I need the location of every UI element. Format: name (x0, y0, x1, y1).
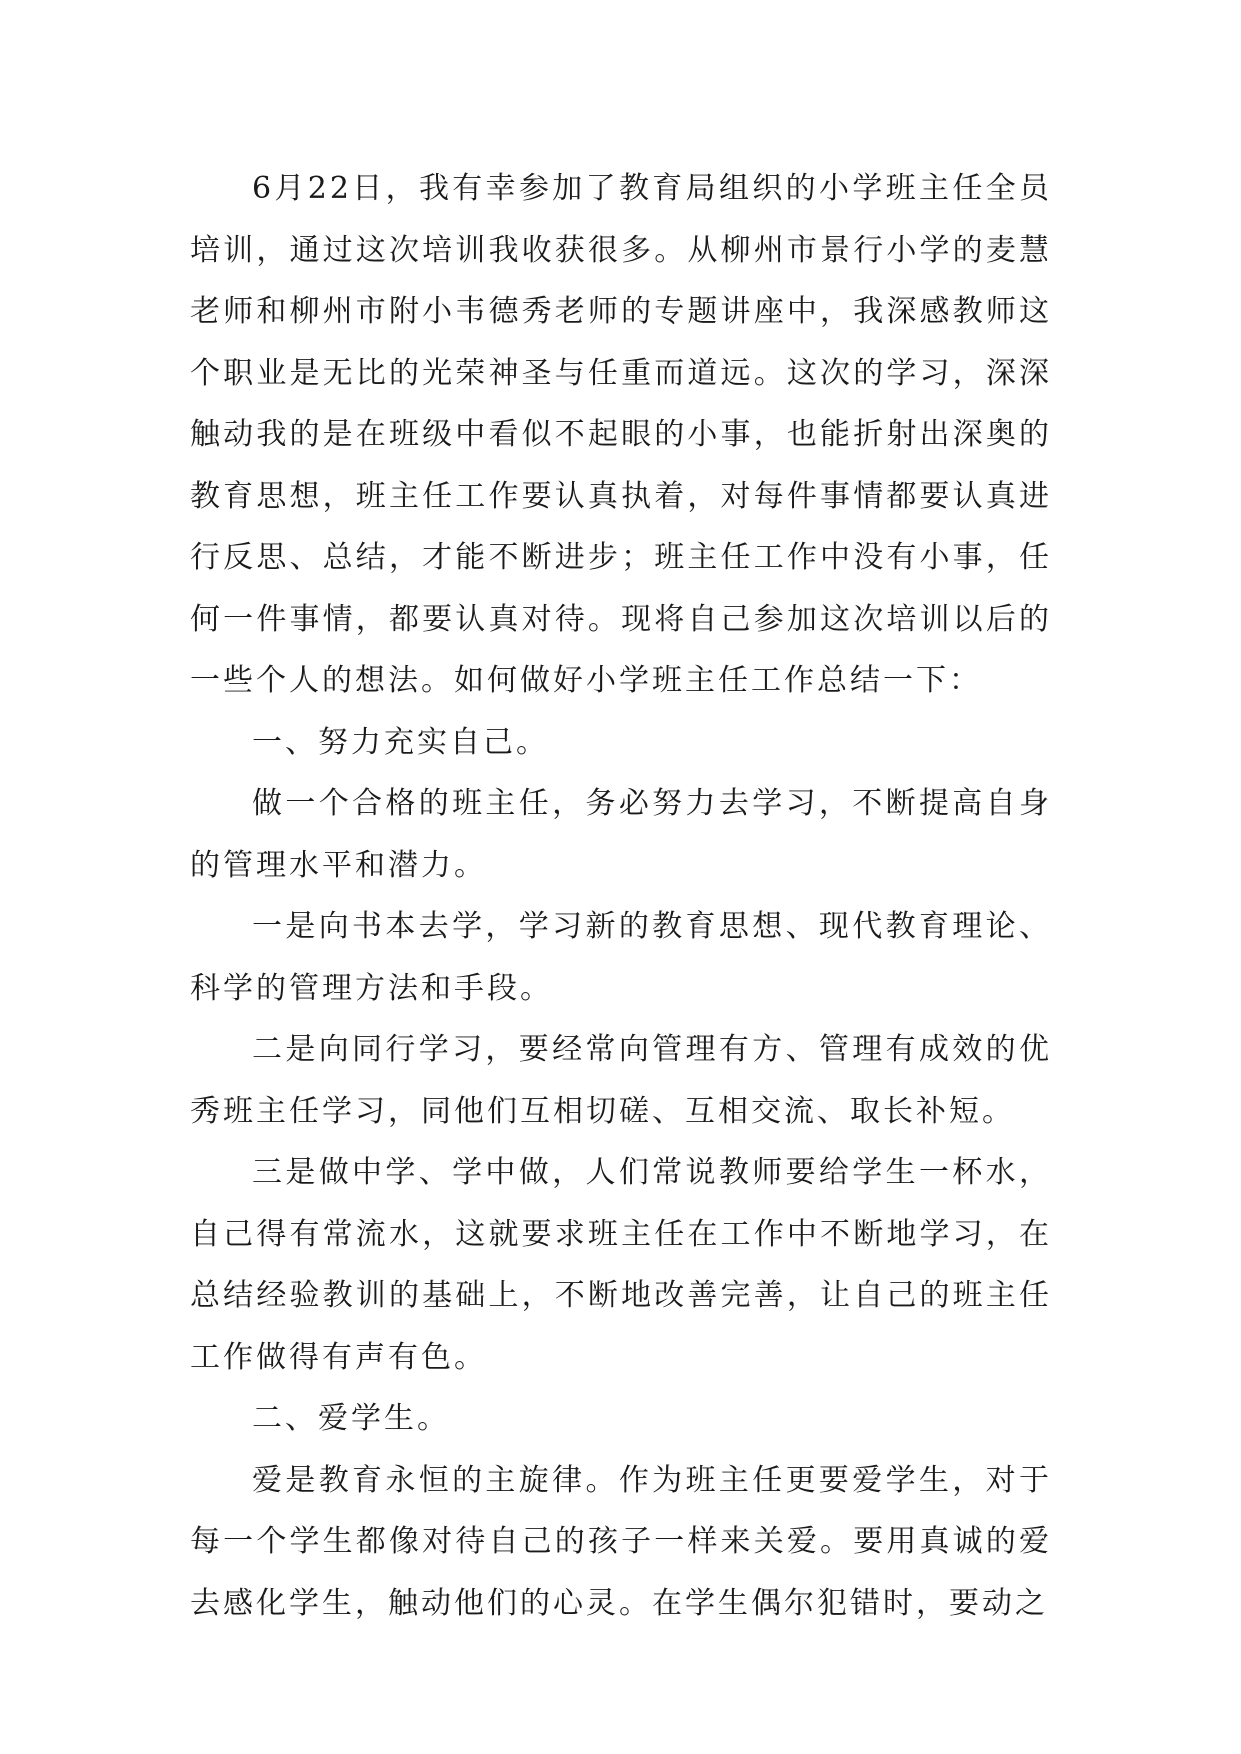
paragraph-intro: 6月22日，我有幸参加了教育局组织的小学班主任全员培训，通过这次培训我收获很多。从柳州市景行小学的麦慧老师和柳州市附小韦德秀老师的专题讲座中，我深感教师这个职业是无比的光荣神圣与任重而道远。这次的学习，深深触动我的是在班级中看似不起眼的小事，也能折射出深奥的教育思想，班主任工作要认真执着，对每件事情都要认真进行反思、总结，才能不断进步；班主任工作中没有小事，任何一件事情，都要认真对待。现将自己参加这次培训以后的一些个人的想法。如何做好小学班主任工作总结一下： (190, 171, 1052, 698)
paragraph: 爱是教育永恒的主旋律。作为班主任更要爱学生，对于每一个学生都像对待自己的孩子一样来关爱。要用真诚的爱去感化学生，触动他们的心灵。在学生偶尔犯错时，要动之 (190, 1462, 1052, 1621)
section-heading-1: 一、努力充实自己。 (252, 724, 549, 760)
section-heading-2: 二、爱学生。 (252, 1401, 450, 1436)
paragraph: 三是做中学、学中做，人们常说教师要给学生一杯水，自己得有常流水，这就要求班主任在工作中不断地学习，在总结经验教训的基础上，不断地改善完善，让自己的班主任工作做得有声有色。 (190, 1155, 1052, 1375)
paragraph: 一是向书本去学，学习新的教育思想、现代教育理论、科学的管理方法和手段。 (190, 909, 1052, 1006)
paragraph: 二是向同行学习，要经常向管理有方、管理有成效的优秀班主任学习，同他们互相切磋、互相交流、取长补短。 (190, 1032, 1052, 1129)
paragraph: 做一个合格的班主任，务必努力去学习，不断提高自身的管理水平和潜力。 (190, 786, 1052, 883)
document-body (190, 158, 1052, 1634)
